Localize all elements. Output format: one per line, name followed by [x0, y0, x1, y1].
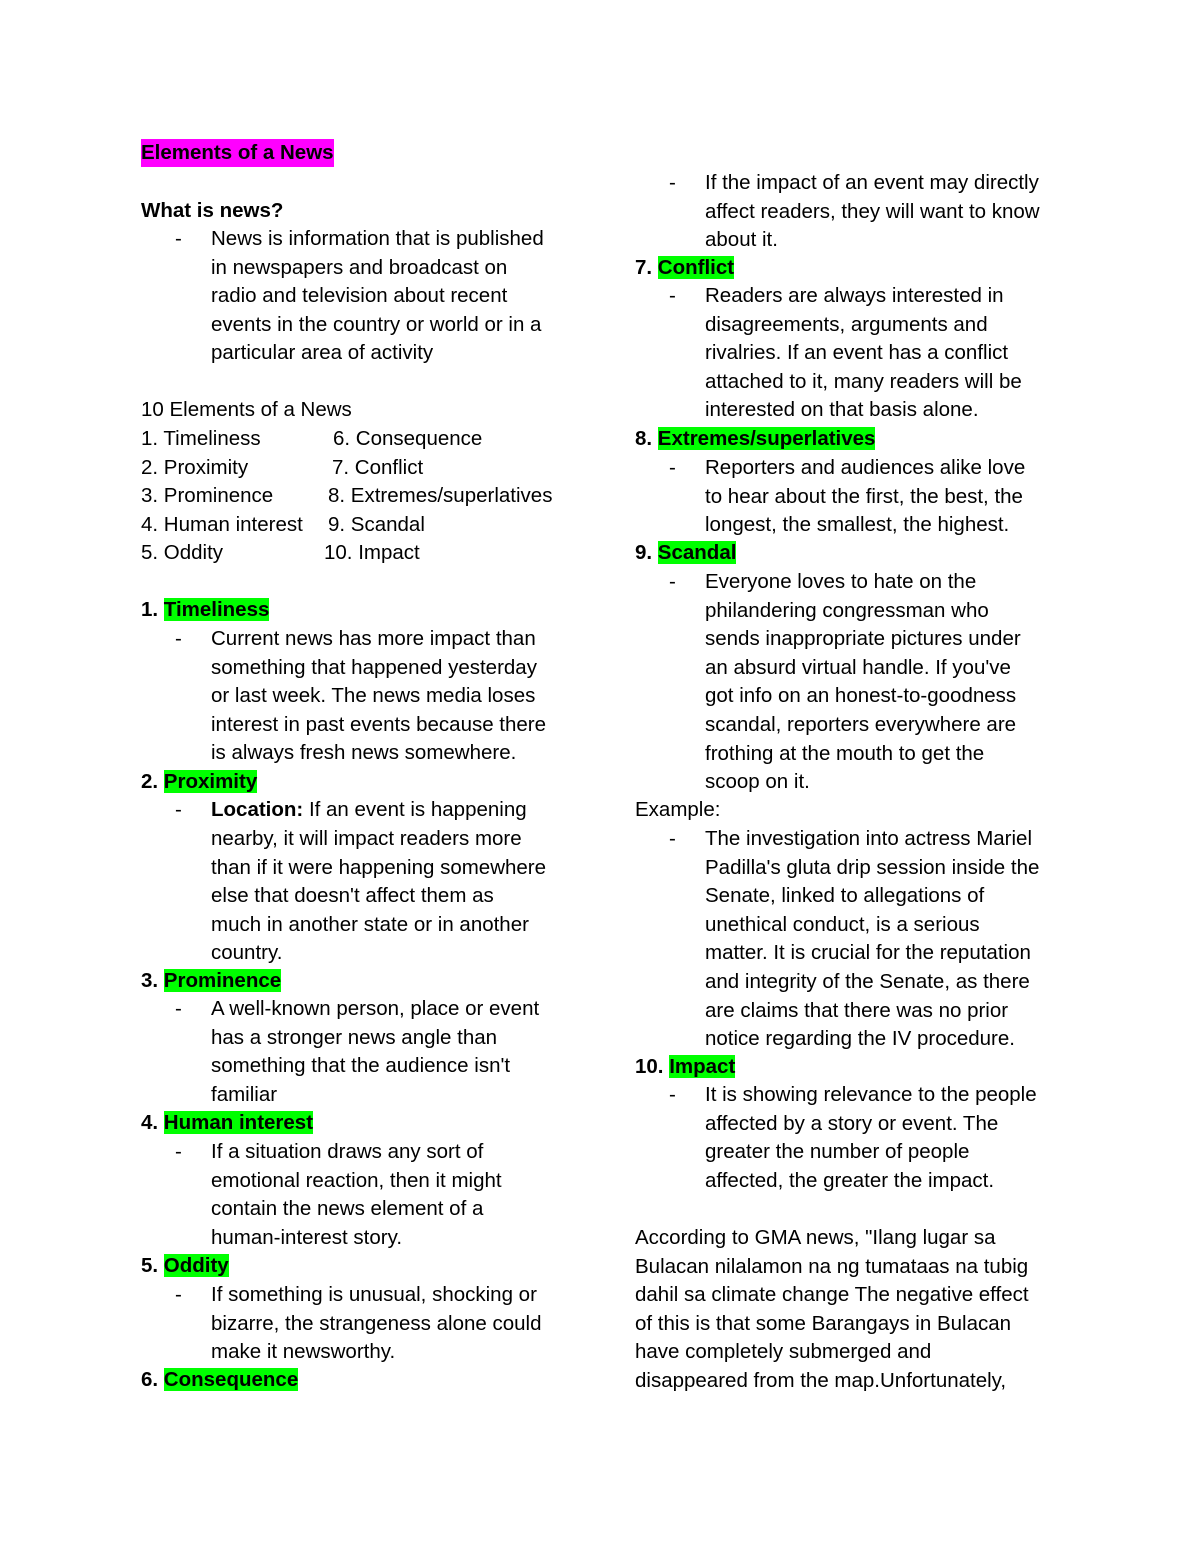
- bullet-dash: -: [669, 456, 676, 479]
- bullet-dash: -: [175, 798, 182, 821]
- bullet-dash: -: [175, 227, 182, 250]
- element-scandal-label: Scandal: [657, 541, 737, 564]
- elements-list-item: 10. Impact: [324, 541, 420, 565]
- elements-list-item: 9. Scandal: [328, 512, 425, 536]
- element-consequence: [141, 1366, 298, 1394]
- conflict-text-line: Readers are always interested in: [705, 284, 1004, 307]
- extremes-text-line: to hear about the first, the best, the: [705, 484, 1023, 508]
- extremes-text-line: longest, the smallest, the highest.: [705, 513, 1010, 537]
- element-extremes-number: 8.: [635, 427, 658, 450]
- bullet-dash: -: [175, 1283, 182, 1306]
- element-timeliness-label: Timeliness: [163, 598, 270, 621]
- gma-paragraph-line: have completely submerged and: [635, 1340, 932, 1364]
- consequence-text-line: affect readers, they will want to know: [705, 199, 1040, 223]
- element-impact: [635, 1053, 735, 1081]
- bullet-dash: -: [175, 997, 182, 1020]
- element-consequence-number: 6.: [141, 1368, 164, 1391]
- scandal-text-line: frothing at the mouth to get the: [705, 741, 985, 765]
- element-human-interest-number: 4.: [141, 1111, 164, 1134]
- example-text-line: Padilla's gluta drip session inside the: [705, 855, 1040, 879]
- prominence-text-line: A well-known person, place or event: [211, 997, 540, 1020]
- bullet-dash: -: [669, 171, 676, 194]
- news-definition-line: particular area of activity: [211, 341, 434, 365]
- proximity-text-line: much in another state or in another: [211, 912, 529, 936]
- element-proximity: [141, 768, 257, 796]
- scandal-text-line: an absurd virtual handle. If you've: [705, 655, 1011, 679]
- scandal-text-line: got info on an honest-to-goodness: [705, 684, 1017, 708]
- element-conflict-number: 7.: [635, 256, 658, 279]
- element-oddity: [141, 1252, 229, 1280]
- element-extremes-label: Extremes/superlatives: [657, 427, 876, 450]
- human-interest-text-line: If a situation draws any sort of: [211, 1140, 484, 1163]
- elements-list-item: 8. Extremes/superlatives: [328, 484, 553, 508]
- human-interest-text-line: contain the news element of a: [211, 1197, 484, 1221]
- human-interest-text-line: human-interest story.: [211, 1225, 403, 1249]
- element-timeliness: [141, 596, 269, 624]
- oddity-text-line: If something is unusual, shocking or: [211, 1283, 537, 1306]
- elements-list-item: 1. Timeliness: [141, 427, 261, 450]
- element-proximity-number: 2.: [141, 770, 164, 793]
- example-text-line: matter. It is crucial for the reputation: [705, 941, 1031, 965]
- example-label: Example:: [635, 798, 721, 821]
- prominence-text-line: familiar: [211, 1082, 278, 1106]
- oddity-text-line: make it newsworthy.: [211, 1340, 396, 1364]
- bullet-dash: -: [669, 827, 676, 850]
- element-oddity-number: 5.: [141, 1254, 164, 1277]
- proximity-text-line: country.: [211, 941, 283, 965]
- conflict-text-line: rivalries. If an event has a conflict: [705, 341, 1009, 365]
- timeliness-text-line: or last week. The news media loses: [211, 684, 536, 708]
- gma-paragraph-line: According to GMA news, "Ilang lugar sa: [635, 1226, 996, 1249]
- element-consequence-label: Consequence: [163, 1368, 299, 1391]
- news-definition-line: in newspapers and broadcast on: [211, 255, 508, 279]
- section-heading-what-is-news: What is news?: [141, 199, 284, 222]
- elements-list-item: 7. Conflict: [332, 455, 424, 479]
- news-definition-line: radio and television about recent: [211, 284, 508, 308]
- human-interest-text-line: emotional reaction, then it might: [211, 1168, 502, 1192]
- proximity-text-line: than if it were happening somewhere: [211, 855, 547, 879]
- example-text-line: Senate, linked to allegations of: [705, 884, 985, 908]
- prominence-text-line: something that the audience isn't: [211, 1054, 511, 1078]
- elements-list-item: 3. Prominence: [141, 484, 274, 508]
- scandal-text-line: philandering congressman who: [705, 598, 989, 622]
- gma-paragraph-line: of this is that some Barangays in Bulacan: [635, 1311, 1012, 1335]
- element-conflict: [635, 254, 734, 282]
- scandal-text-line: scandal, reporters everywhere are: [705, 713, 1017, 736]
- elements-list-item: 5. Oddity: [141, 541, 224, 565]
- bullet-dash: -: [669, 284, 676, 307]
- prominence-text-line: has a stronger news angle than: [211, 1025, 498, 1049]
- conflict-text-line: interested on that basis alone.: [705, 398, 979, 422]
- element-proximity-label: Proximity: [163, 770, 258, 793]
- element-conflict-label: Conflict: [657, 256, 735, 279]
- example-text-line: and integrity of the Senate, as there: [705, 970, 1030, 993]
- proximity-first-line: If an event is happening: [303, 798, 527, 821]
- element-prominence-number: 3.: [141, 969, 164, 992]
- elements-list-item: 4. Human interest: [141, 512, 303, 536]
- element-prominence: [141, 967, 281, 995]
- elements-list-item: 2. Proximity: [141, 455, 249, 479]
- element-impact-label: Impact: [669, 1055, 736, 1078]
- element-scandal-number: 9.: [635, 541, 658, 564]
- news-definition-line: events in the country or world or in a: [211, 312, 542, 336]
- proximity-text-line: [211, 796, 527, 824]
- consequence-text-line: If the impact of an event may directly: [705, 171, 1039, 194]
- gma-paragraph-line: Bulacan nilalamon na ng tumataas na tubig: [635, 1254, 1029, 1278]
- bullet-dash: -: [669, 1083, 676, 1106]
- extremes-text-line: Reporters and audiences alike love: [705, 456, 1026, 479]
- element-human-interest: [141, 1109, 313, 1137]
- timeliness-text-line: Current news has more impact than: [211, 627, 536, 650]
- example-text-line: are claims that there was no prior: [705, 998, 1009, 1022]
- conflict-text-line: disagreements, arguments and: [705, 312, 988, 336]
- timeliness-text-line: is always fresh news somewhere.: [211, 741, 517, 765]
- element-impact-number: 10.: [635, 1055, 670, 1078]
- timeliness-text-line: interest in past events because there: [211, 712, 547, 736]
- example-text-line: The investigation into actress Mariel: [705, 827, 1033, 850]
- impact-text-line: affected by a story or event. The: [705, 1111, 999, 1135]
- timeliness-text-line: something that happened yesterday: [211, 655, 537, 679]
- example-text-line: notice regarding the IV procedure.: [705, 1027, 1015, 1051]
- impact-text-line: It is showing relevance to the people: [705, 1083, 1037, 1106]
- proximity-text-line: else that doesn't affect them as: [211, 884, 494, 908]
- element-prominence-label: Prominence: [163, 969, 282, 992]
- impact-text-line: greater the number of people: [705, 1140, 970, 1164]
- news-definition-line: News is information that is published: [211, 227, 544, 250]
- gma-paragraph-line: dahil sa climate change The negative effect: [635, 1283, 1029, 1307]
- document-title: Elements of a News: [141, 139, 334, 167]
- impact-text-line: affected, the greater the impact.: [705, 1168, 995, 1192]
- scandal-text-line: scoop on it.: [705, 770, 810, 794]
- element-extremes: [635, 425, 875, 453]
- elements-list-item: 6. Consequence: [333, 427, 483, 450]
- proximity-text-line: nearby, it will impact readers more: [211, 827, 522, 850]
- oddity-text-line: bizarre, the strangeness alone could: [211, 1311, 542, 1335]
- location-label: Location:: [211, 798, 304, 821]
- consequence-text-line: about it.: [705, 228, 778, 252]
- scandal-text-line: Everyone loves to hate on the: [705, 570, 977, 593]
- element-oddity-label: Oddity: [163, 1254, 229, 1277]
- conflict-text-line: attached to it, many readers will be: [705, 369, 1022, 393]
- elements-list-title: 10 Elements of a News: [141, 398, 352, 421]
- scandal-text-line: sends inappropriate pictures under: [705, 627, 1021, 651]
- bullet-dash: -: [175, 627, 182, 650]
- bullet-dash: -: [175, 1140, 182, 1163]
- gma-paragraph-line: disappeared from the map.Unfortunately,: [635, 1369, 1007, 1392]
- element-human-interest-label: Human interest: [163, 1111, 314, 1134]
- element-scandal: [635, 539, 736, 567]
- element-timeliness-number: 1.: [141, 598, 164, 621]
- example-text-line: unethical conduct, is a serious: [705, 912, 980, 936]
- bullet-dash: -: [669, 570, 676, 593]
